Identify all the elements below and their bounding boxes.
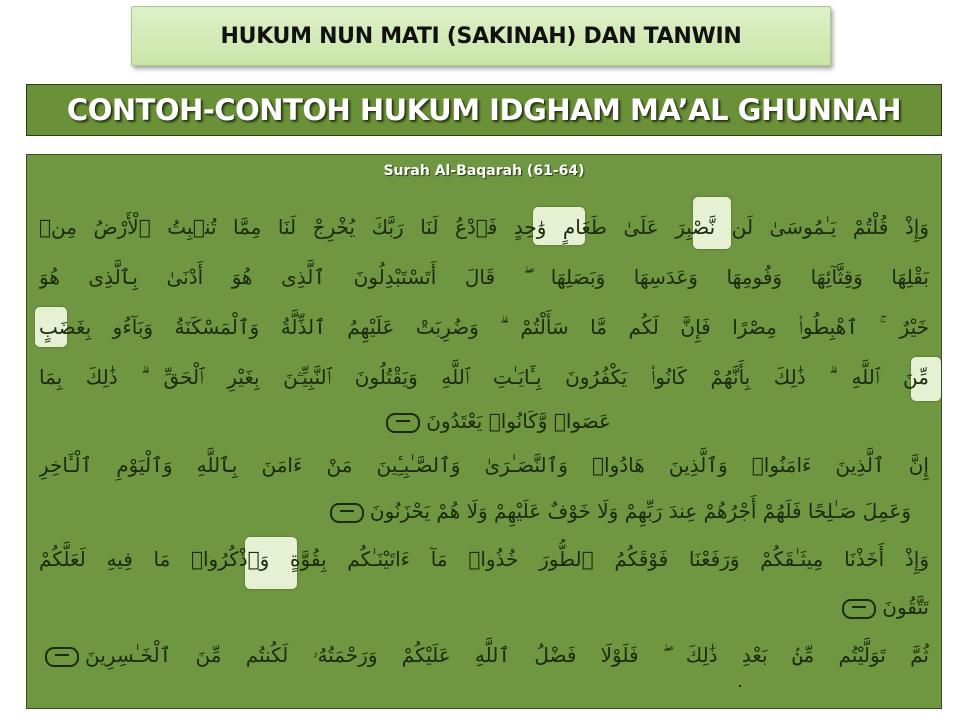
stray-dot [739,685,741,687]
verse-text: خَيْرٌ ۚ ٱهْبِطُوا۟ مِصْرًا فَإِنَّ لَكُم مَّا سَأَلْتُمْ ۗ وَضُرِبَتْ عَلَيْهِمُ ٱلذِّلَّةُ وَٱلْمَسْكَنَةُ وَبَآءُو بِغَضَبٍ [39,315,929,339]
verse-text: وَإِذْ قُلْتُمْ يَـٰمُوسَىٰ لَن نَّصْبِرَ عَلَىٰ طَعَامٍ وَٰحِدٍ فَٱدْعُ لَنَا رَبَّكَ يُخْرِجْ لَنَا مِمَّا تُنۢبِتُ ٱلْأَرْضُ مِنۢ [39,215,929,239]
verse-text: تَتَّقُونَ [882,595,929,619]
verse-line-4 [39,357,929,397]
surah-title: Surah Al-Baqarah (61-64) [383,163,585,179]
slide-title: HUKUM NUN MATI (SAKINAH) DAN TANWIN [220,23,742,49]
verse-text: وَإِذْ أَخَذْنَا مِيثَـٰقَكُمْ وَرَفَعْنَا فَوْقَكُمُ ٱلطُّورَ خُذُوا۟ مَآ ءَاتَيْنَـٰكُم بِقُوَّةٍ وَٱذْكُرُوا۟ مَا فِيهِ لَعَلَّكُمْ [39,547,929,571]
slide-title-box [131,6,831,66]
verse-line-3 [39,307,929,347]
slide-subtitle-box [26,84,942,136]
verse-panel [26,154,942,709]
ayah-end-marker-icon [45,647,79,667]
ayah-end-marker-icon [386,413,420,433]
verse-line-1 [39,207,929,247]
verse-line-7 [39,491,911,531]
verse-text: بَقْلِهَا وَقِثَّآئِهَا وَفُومِهَا وَعَدَسِهَا وَبَصَلِهَا ۖ قَالَ أَتَسْتَبْدِلُونَ ٱلَّذِى هُوَ أَدْنَىٰ بِٱلَّذِى هُوَ [39,265,929,289]
verse-text: عَصَوا۟ وَّكَانُوا۟ يَعْتَدُونَ [426,409,611,433]
slide-subtitle: CONTOH-CONTOH HUKUM IDGHAM MA’AL GHUNNAH [66,93,902,127]
verse-text: وَعَمِلَ صَـٰلِحًا فَلَهُمْ أَجْرُهُمْ عِندَ رَبِّهِمْ وَلَا خَوْفٌ عَلَيْهِمْ وَلَا هُمْ يَحْزَنُونَ [369,499,911,523]
verse-text: إِنَّ ٱلَّذِينَ ءَامَنُوا۟ وَٱلَّذِينَ هَادُوا۟ وَٱلنَّصَـٰرَىٰ وَٱلصَّـٰبِـِٔينَ مَنْ ءَامَنَ بِٱللَّهِ وَٱلْيَوْمِ ٱلْـَٔاخِرِ [39,453,929,477]
verse-line-5 [39,401,611,441]
verse-line-2 [39,257,929,297]
verse-text: مِّنَ ٱللَّهِ ۗ ذَٰلِكَ بِأَنَّهُمْ كَانُوا۟ يَكْفُرُونَ بِـَٔايَـٰتِ ٱللَّهِ وَيَقْتُلُونَ ٱلنَّبِيِّـۧنَ بِغَيْرِ ٱلْحَقِّ ۗ ذَٰلِكَ بِمَا [39,365,929,389]
ayah-end-marker-icon [330,503,364,523]
verse-line-10 [39,635,929,675]
verse-line-9 [427,587,929,627]
ayah-end-marker-icon [842,599,876,619]
verse-line-8 [39,539,929,579]
verse-text: ثُمَّ تَوَلَّيْتُم مِّنۢ بَعْدِ ذَٰلِكَ ۖ فَلَوْلَا فَضْلُ ٱللَّهِ عَلَيْكُمْ وَرَحْمَتُهُۥ لَكُنتُم مِّنَ ٱلْخَـٰسِرِينَ [85,643,929,667]
verse-line-6 [39,445,929,485]
